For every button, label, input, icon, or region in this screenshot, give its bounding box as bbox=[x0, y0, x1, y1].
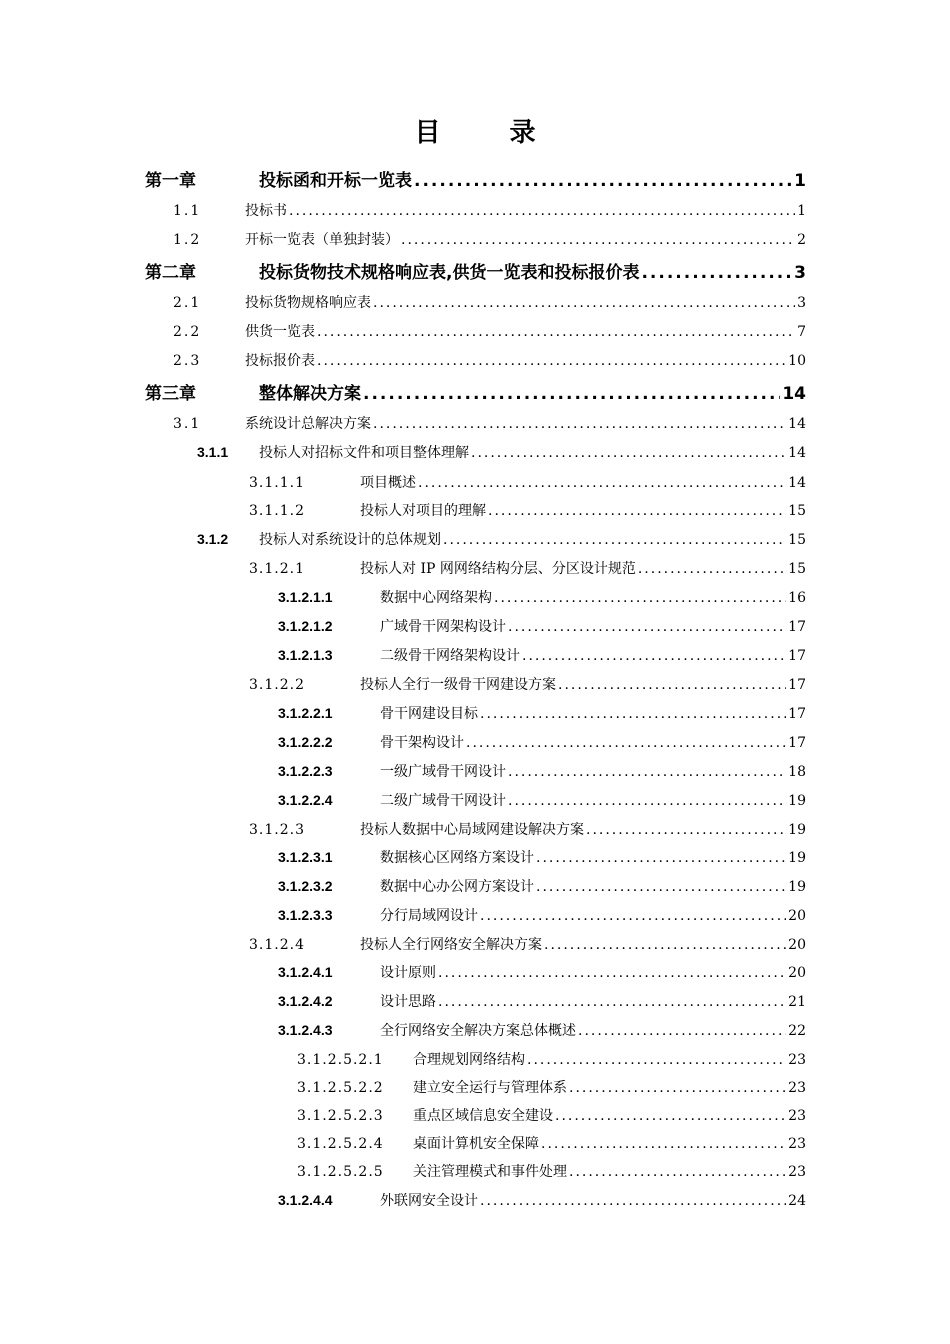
toc-leader-dots bbox=[480, 908, 786, 924]
toc-leader-dots bbox=[638, 561, 786, 577]
toc-entry-page: 10 bbox=[788, 353, 806, 369]
toc-entry-number: 3.1.2.5.2.1 bbox=[297, 1052, 384, 1068]
toc-entry-title: 整体解决方案 bbox=[259, 384, 361, 404]
toc-entry-page: 21 bbox=[788, 994, 806, 1010]
toc-entry-title: 一级广域骨干网设计 bbox=[380, 764, 506, 780]
toc-leader-dots bbox=[522, 648, 786, 664]
toc-entry-number: 3.1.1.1 bbox=[249, 475, 305, 491]
toc-entry-title: 投标人数据中心局域网建设解决方案 bbox=[360, 822, 584, 838]
toc-leader-dots bbox=[418, 475, 786, 491]
toc-entry-title: 投标人对项目的理解 bbox=[360, 503, 486, 519]
toc-entry-number: 2.3 bbox=[173, 353, 202, 369]
toc-entry-title: 投标人全行网络安全解决方案 bbox=[360, 937, 542, 953]
toc-entry-title: 投标书 bbox=[245, 203, 287, 219]
toc-entry-number: 3.1.2.2.4 bbox=[278, 792, 333, 808]
toc-leader-dots bbox=[508, 619, 786, 635]
toc-entry[interactable] bbox=[249, 819, 806, 839]
toc-entry-number: 3.1 bbox=[173, 416, 202, 432]
toc-leader-dots bbox=[569, 1164, 786, 1180]
toc-entry-page: 17 bbox=[788, 619, 806, 635]
toc-entry-number: 3.1.2.4.3 bbox=[278, 1022, 333, 1038]
toc-entry-page: 1 bbox=[794, 171, 806, 191]
toc-entry-page: 1 bbox=[797, 203, 806, 219]
toc-entry[interactable] bbox=[197, 529, 806, 549]
toc-entry-number: 1.2 bbox=[173, 232, 202, 248]
toc-entry-page: 23 bbox=[788, 1164, 806, 1180]
toc-entry-number: 1.1 bbox=[173, 203, 202, 219]
toc-entry-number: 3.1.1.2 bbox=[249, 503, 305, 519]
page-title: 目 录 bbox=[414, 118, 566, 148]
toc-entry-title: 供货一览表 bbox=[245, 324, 315, 340]
toc-entry[interactable] bbox=[278, 790, 806, 810]
toc-entry[interactable] bbox=[278, 616, 806, 636]
toc-leader-dots bbox=[414, 171, 792, 191]
toc-entry-page: 20 bbox=[788, 937, 806, 953]
toc-leader-dots bbox=[438, 965, 786, 981]
toc-entry-page: 17 bbox=[788, 648, 806, 664]
toc-entry-number: 3.1.2.4.4 bbox=[278, 1192, 333, 1208]
toc-leader-dots bbox=[586, 822, 786, 838]
toc-entry-number: 3.1.1 bbox=[197, 444, 229, 460]
toc-entry-page: 23 bbox=[788, 1108, 806, 1124]
toc-entry-title: 建立安全运行与管理体系 bbox=[413, 1080, 567, 1096]
toc-leader-dots bbox=[488, 503, 786, 519]
toc-entry-number: 3.1.2.5.2.2 bbox=[297, 1080, 384, 1096]
toc-entry-title: 骨干网建设目标 bbox=[380, 706, 478, 722]
toc-entry-page: 18 bbox=[788, 764, 806, 780]
toc-entry[interactable] bbox=[278, 876, 806, 896]
toc-entry-page: 19 bbox=[788, 822, 806, 838]
toc-entry-number: 3.1.2.2 bbox=[249, 677, 305, 693]
toc-entry-title: 二级广域骨干网设计 bbox=[380, 793, 506, 809]
toc-entry-page: 17 bbox=[788, 706, 806, 722]
toc-leader-dots bbox=[494, 590, 786, 606]
toc-entry-title: 投标人对 IP 网网络结构分层、分区设计规范 bbox=[360, 561, 636, 577]
toc-entry-title: 桌面计算机安全保障 bbox=[413, 1136, 539, 1152]
toc-leader-dots bbox=[578, 1023, 786, 1039]
toc-entry-title: 投标货物规格响应表 bbox=[245, 295, 371, 311]
toc-entry-number: 3.1.2.1.3 bbox=[278, 647, 333, 663]
toc-entry-page: 23 bbox=[788, 1080, 806, 1096]
toc-leader-dots bbox=[558, 677, 786, 693]
toc-entry-number: 3.1.2.2.3 bbox=[278, 763, 333, 779]
toc-entry-page: 2 bbox=[797, 232, 806, 248]
toc-entry-title: 开标一览表（单独封装） bbox=[245, 232, 399, 248]
toc-entry[interactable] bbox=[278, 1190, 806, 1210]
toc-entry-number: 3.1.2.3.1 bbox=[278, 849, 333, 865]
toc-entry[interactable] bbox=[278, 991, 806, 1011]
toc-entry-page: 15 bbox=[788, 503, 806, 519]
toc-entry-number: 3.1.2.5.2.5 bbox=[297, 1164, 384, 1180]
toc-entry-title: 数据中心办公网方案设计 bbox=[380, 879, 534, 895]
toc-leader-dots bbox=[480, 1193, 786, 1209]
toc-leader-dots bbox=[555, 1108, 786, 1124]
toc-entry-page: 20 bbox=[788, 965, 806, 981]
toc-entry[interactable] bbox=[278, 1020, 806, 1040]
toc-entry-number: 第三章 bbox=[145, 384, 196, 404]
toc-entry-page: 20 bbox=[788, 908, 806, 924]
toc-entry-title: 外联网安全设计 bbox=[380, 1193, 478, 1209]
toc-leader-dots bbox=[317, 353, 786, 369]
toc-leader-dots bbox=[541, 1136, 786, 1152]
toc-entry-page: 3 bbox=[797, 295, 806, 311]
toc-entry[interactable] bbox=[249, 934, 806, 954]
toc-entry[interactable] bbox=[278, 847, 806, 867]
toc-leader-dots bbox=[569, 1080, 786, 1096]
toc-entry-page: 22 bbox=[788, 1023, 806, 1039]
toc-leader-dots bbox=[373, 295, 795, 311]
toc-entry[interactable] bbox=[278, 587, 806, 607]
toc-leader-dots bbox=[373, 416, 786, 432]
toc-entry-title: 分行局域网设计 bbox=[380, 908, 478, 924]
toc-entry-title: 系统设计总解决方案 bbox=[245, 416, 371, 432]
toc-entry[interactable] bbox=[173, 229, 806, 249]
toc-leader-dots bbox=[466, 735, 786, 751]
toc-entry[interactable] bbox=[249, 472, 806, 492]
toc-entry[interactable] bbox=[297, 1077, 806, 1097]
toc-entry[interactable] bbox=[297, 1049, 806, 1069]
toc-entry-title: 二级骨干网络架构设计 bbox=[380, 648, 520, 664]
toc-entry[interactable] bbox=[278, 732, 806, 752]
toc-entry-number: 3.1.2.3 bbox=[249, 822, 305, 838]
toc-entry[interactable] bbox=[297, 1161, 806, 1181]
toc-entry-page: 19 bbox=[788, 850, 806, 866]
toc-leader-dots bbox=[480, 706, 786, 722]
toc-entry-title: 合理规划网络结构 bbox=[413, 1052, 525, 1068]
toc-entry[interactable] bbox=[278, 703, 806, 723]
toc-entry-page: 19 bbox=[788, 879, 806, 895]
toc-entry-title: 关注管理模式和事件处理 bbox=[413, 1164, 567, 1180]
toc-entry-title: 投标人对系统设计的总体规划 bbox=[259, 532, 441, 548]
toc-entry[interactable] bbox=[278, 962, 806, 982]
toc-leader-dots bbox=[641, 263, 792, 283]
toc-entry[interactable] bbox=[173, 292, 806, 312]
toc-entry[interactable] bbox=[173, 200, 806, 220]
toc-entry[interactable] bbox=[297, 1133, 806, 1153]
toc-entry[interactable] bbox=[297, 1105, 806, 1125]
toc-entry-number: 3.1.2.5.2.3 bbox=[297, 1108, 384, 1124]
toc-leader-dots bbox=[471, 445, 786, 461]
toc-entry[interactable] bbox=[173, 413, 806, 433]
toc-entry-title: 投标报价表 bbox=[245, 353, 315, 369]
toc-entry-title: 广域骨干网架构设计 bbox=[380, 619, 506, 635]
toc-entry-title: 骨干架构设计 bbox=[380, 735, 464, 751]
toc-entry[interactable] bbox=[145, 166, 806, 191]
toc-entry[interactable] bbox=[249, 500, 806, 520]
toc-entry[interactable] bbox=[278, 645, 806, 665]
toc-entry-title: 数据核心区网络方案设计 bbox=[380, 850, 534, 866]
toc-entry-title: 投标货物技术规格响应表,供货一览表和投标报价表 bbox=[259, 263, 640, 283]
toc-entry-page: 19 bbox=[788, 793, 806, 809]
toc-entry-page: 14 bbox=[788, 416, 806, 432]
toc-leader-dots bbox=[508, 764, 786, 780]
toc-entry-title: 投标人对招标文件和项目整体理解 bbox=[259, 445, 469, 461]
toc-entry-number: 3.1.2.5.2.4 bbox=[297, 1136, 384, 1152]
toc-leader-dots bbox=[289, 203, 795, 219]
toc-entry-page: 15 bbox=[788, 532, 806, 548]
toc-entry-number: 3.1.2.3.3 bbox=[278, 907, 333, 923]
toc-entry[interactable] bbox=[278, 905, 806, 925]
toc-leader-dots bbox=[438, 994, 786, 1010]
toc-entry[interactable] bbox=[249, 674, 806, 694]
toc-entry-page: 24 bbox=[788, 1193, 806, 1209]
toc-entry-number: 3.1.2.2.2 bbox=[278, 734, 333, 750]
toc-entry-title: 项目概述 bbox=[360, 475, 416, 491]
toc-leader-dots bbox=[527, 1052, 786, 1068]
toc-entry-page: 14 bbox=[788, 445, 806, 461]
toc-entry[interactable] bbox=[249, 558, 806, 578]
toc-entry[interactable] bbox=[173, 350, 806, 370]
toc-entry-number: 2.1 bbox=[173, 295, 202, 311]
toc-entry[interactable] bbox=[197, 442, 806, 462]
toc-leader-dots bbox=[401, 232, 795, 248]
toc-entry-number: 3.1.2.4 bbox=[249, 937, 305, 953]
toc-entry-page: 15 bbox=[788, 561, 806, 577]
toc-entry[interactable] bbox=[145, 258, 806, 283]
toc-entry-title: 设计思路 bbox=[380, 994, 436, 1010]
toc-entry-title: 投标人全行一级骨干网建设方案 bbox=[360, 677, 556, 693]
toc-entry-title: 设计原则 bbox=[380, 965, 436, 981]
toc-leader-dots bbox=[536, 850, 786, 866]
toc-entry-page: 14 bbox=[788, 475, 806, 491]
toc-entry-page: 17 bbox=[788, 735, 806, 751]
toc-leader-dots bbox=[363, 384, 780, 404]
toc-entry-page: 16 bbox=[788, 590, 806, 606]
toc-entry-number: 3.1.2.4.2 bbox=[278, 993, 333, 1009]
toc-entry-number: 3.1.2.1.2 bbox=[278, 618, 333, 634]
toc-leader-dots bbox=[443, 532, 786, 548]
toc-entry-title: 全行网络安全解决方案总体概述 bbox=[380, 1023, 576, 1039]
toc-entry-page: 14 bbox=[782, 384, 806, 404]
toc-entry-number: 第一章 bbox=[145, 171, 196, 191]
toc-entry-number: 3.1.2.1 bbox=[249, 561, 305, 577]
toc-entry[interactable] bbox=[145, 379, 806, 404]
toc-entry-title: 重点区域信息安全建设 bbox=[413, 1108, 553, 1124]
toc-entry-page: 17 bbox=[788, 677, 806, 693]
toc-entry[interactable] bbox=[173, 321, 806, 341]
toc-leader-dots bbox=[317, 324, 795, 340]
toc-entry-page: 23 bbox=[788, 1052, 806, 1068]
toc-entry[interactable] bbox=[278, 761, 806, 781]
toc-leader-dots bbox=[508, 793, 786, 809]
toc-entry-page: 23 bbox=[788, 1136, 806, 1152]
toc-entry-title: 数据中心网络架构 bbox=[380, 590, 492, 606]
toc-entry-number: 3.1.2.2.1 bbox=[278, 705, 333, 721]
toc-entry-title: 投标函和开标一览表 bbox=[259, 171, 412, 191]
toc-entry-number: 3.1.2.3.2 bbox=[278, 878, 333, 894]
toc-leader-dots bbox=[544, 937, 786, 953]
toc-entry-number: 2.2 bbox=[173, 324, 202, 340]
toc-entry-page: 7 bbox=[797, 324, 806, 340]
toc-entry-number: 3.1.2.1.1 bbox=[278, 589, 333, 605]
toc-entry-number: 第二章 bbox=[145, 263, 196, 283]
toc-entry-page: 3 bbox=[794, 263, 806, 283]
toc-entry-number: 3.1.2.4.1 bbox=[278, 964, 333, 980]
toc-leader-dots bbox=[536, 879, 786, 895]
toc-entry-number: 3.1.2 bbox=[197, 531, 229, 547]
